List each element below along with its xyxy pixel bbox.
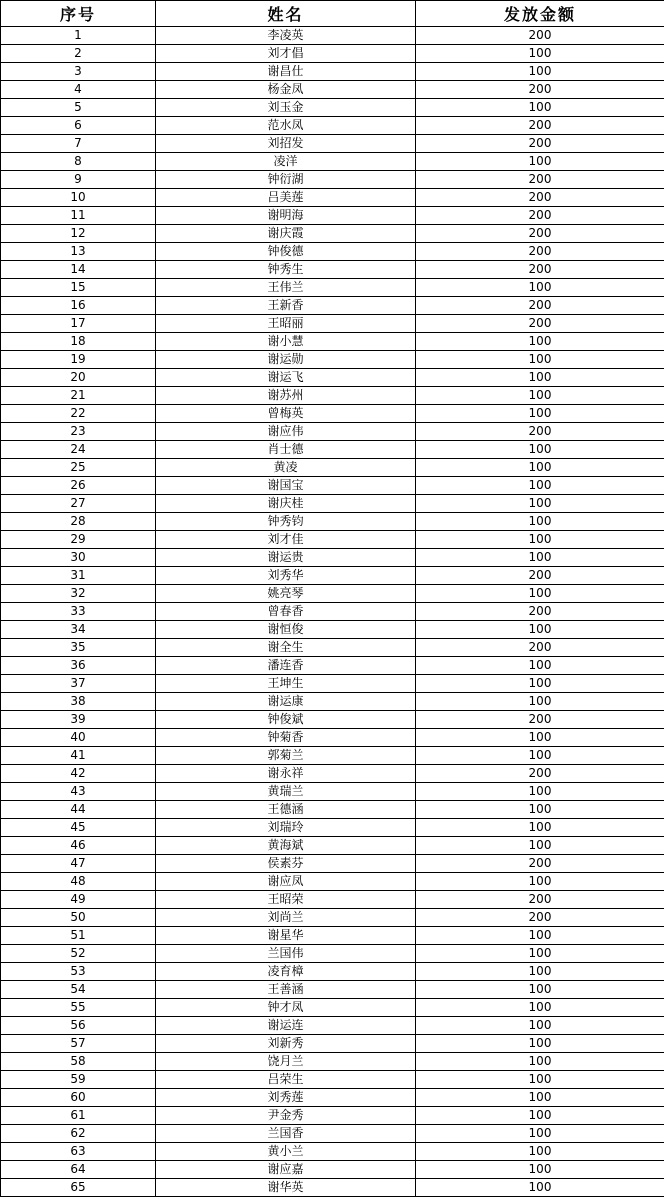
table-row — [1, 855, 664, 873]
row-amount: 200 — [416, 297, 664, 315]
row-amount: 100 — [416, 819, 664, 837]
row-index: 6 — [1, 117, 156, 135]
row-name: 谢明海 — [156, 207, 416, 225]
row-index: 59 — [1, 1071, 156, 1089]
row-amount: 100 — [416, 1107, 664, 1125]
row-name: 谢运贵 — [156, 549, 416, 567]
row-index: 48 — [1, 873, 156, 891]
row-index: 50 — [1, 909, 156, 927]
row-name: 谢应凤 — [156, 873, 416, 891]
row-amount: 100 — [416, 783, 664, 801]
table-row — [1, 315, 664, 333]
table-row — [1, 1017, 664, 1035]
row-name: 曾春香 — [156, 603, 416, 621]
row-name: 肖士德 — [156, 441, 416, 459]
row-index: 24 — [1, 441, 156, 459]
row-amount: 100 — [416, 279, 664, 297]
row-amount: 200 — [416, 765, 664, 783]
row-name: 黄瑞兰 — [156, 783, 416, 801]
table-row — [1, 765, 664, 783]
row-name: 王昭丽 — [156, 315, 416, 333]
row-index: 30 — [1, 549, 156, 567]
header-name: 姓名 — [156, 1, 416, 27]
row-index: 14 — [1, 261, 156, 279]
row-index: 7 — [1, 135, 156, 153]
row-index: 27 — [1, 495, 156, 513]
row-amount: 100 — [416, 549, 664, 567]
table-row — [1, 819, 664, 837]
row-name: 刘尚兰 — [156, 909, 416, 927]
row-amount: 100 — [416, 873, 664, 891]
row-name: 曾梅英 — [156, 405, 416, 423]
row-amount: 100 — [416, 495, 664, 513]
table-row — [1, 171, 664, 189]
table-row — [1, 1125, 664, 1143]
row-amount: 100 — [416, 63, 664, 81]
row-amount: 100 — [416, 621, 664, 639]
table-row — [1, 1179, 664, 1197]
row-index: 9 — [1, 171, 156, 189]
row-index: 31 — [1, 567, 156, 585]
row-amount: 100 — [416, 999, 664, 1017]
table-row — [1, 963, 664, 981]
row-amount: 100 — [416, 387, 664, 405]
row-name: 刘瑞玲 — [156, 819, 416, 837]
row-amount: 100 — [416, 45, 664, 63]
row-index: 56 — [1, 1017, 156, 1035]
table-row — [1, 459, 664, 477]
row-name: 谢运连 — [156, 1017, 416, 1035]
row-name: 谢运康 — [156, 693, 416, 711]
row-amount: 200 — [416, 207, 664, 225]
table-row — [1, 1107, 664, 1125]
header-index: 序号 — [1, 1, 156, 27]
row-index: 41 — [1, 747, 156, 765]
row-index: 2 — [1, 45, 156, 63]
row-amount: 100 — [416, 657, 664, 675]
table-row — [1, 297, 664, 315]
row-index: 28 — [1, 513, 156, 531]
row-amount: 200 — [416, 711, 664, 729]
row-name: 饶月兰 — [156, 1053, 416, 1071]
row-index: 13 — [1, 243, 156, 261]
row-name: 王伟兰 — [156, 279, 416, 297]
row-index: 65 — [1, 1179, 156, 1197]
table-row — [1, 531, 664, 549]
row-name: 黄凌 — [156, 459, 416, 477]
table-row — [1, 549, 664, 567]
row-index: 45 — [1, 819, 156, 837]
table-row — [1, 27, 664, 45]
row-index: 38 — [1, 693, 156, 711]
table-row — [1, 279, 664, 297]
row-name: 谢应嘉 — [156, 1161, 416, 1179]
row-name: 王坤生 — [156, 675, 416, 693]
row-name: 谢国宝 — [156, 477, 416, 495]
row-name: 钟秀钧 — [156, 513, 416, 531]
row-amount: 200 — [416, 225, 664, 243]
table-row — [1, 999, 664, 1017]
row-index: 61 — [1, 1107, 156, 1125]
row-amount: 100 — [416, 513, 664, 531]
row-amount: 100 — [416, 459, 664, 477]
row-name: 谢华英 — [156, 1179, 416, 1197]
row-index: 35 — [1, 639, 156, 657]
table-row — [1, 45, 664, 63]
row-amount: 200 — [416, 909, 664, 927]
row-amount: 100 — [416, 441, 664, 459]
row-amount: 100 — [416, 963, 664, 981]
row-index: 40 — [1, 729, 156, 747]
row-name: 王善涵 — [156, 981, 416, 999]
row-index: 44 — [1, 801, 156, 819]
row-name: 谢运勋 — [156, 351, 416, 369]
row-amount: 200 — [416, 855, 664, 873]
row-name: 谢苏州 — [156, 387, 416, 405]
table-row — [1, 477, 664, 495]
table-row — [1, 441, 664, 459]
row-amount: 200 — [416, 639, 664, 657]
row-amount: 100 — [416, 981, 664, 999]
table-row — [1, 711, 664, 729]
row-name: 王德涵 — [156, 801, 416, 819]
row-amount: 200 — [416, 81, 664, 99]
row-amount: 100 — [416, 1017, 664, 1035]
row-index: 64 — [1, 1161, 156, 1179]
table-row — [1, 243, 664, 261]
row-index: 39 — [1, 711, 156, 729]
row-name: 李凌英 — [156, 27, 416, 45]
row-name: 钟俊斌 — [156, 711, 416, 729]
table-row — [1, 1053, 664, 1071]
row-amount: 100 — [416, 369, 664, 387]
row-index: 32 — [1, 585, 156, 603]
table-row — [1, 891, 664, 909]
table-row — [1, 945, 664, 963]
row-amount: 100 — [416, 1035, 664, 1053]
row-amount: 100 — [416, 351, 664, 369]
row-amount: 200 — [416, 135, 664, 153]
row-amount: 100 — [416, 1143, 664, 1161]
row-index: 12 — [1, 225, 156, 243]
table-row — [1, 621, 664, 639]
row-name: 刘才佳 — [156, 531, 416, 549]
table-row — [1, 63, 664, 81]
row-name: 刘新秀 — [156, 1035, 416, 1053]
row-name: 凌育樟 — [156, 963, 416, 981]
row-amount: 200 — [416, 261, 664, 279]
row-name: 兰国伟 — [156, 945, 416, 963]
table-row — [1, 1143, 664, 1161]
table-row — [1, 675, 664, 693]
table-row — [1, 135, 664, 153]
row-index: 42 — [1, 765, 156, 783]
row-name: 吕美莲 — [156, 189, 416, 207]
row-index: 63 — [1, 1143, 156, 1161]
row-amount: 100 — [416, 693, 664, 711]
table-row — [1, 405, 664, 423]
row-amount: 100 — [416, 1161, 664, 1179]
row-index: 21 — [1, 387, 156, 405]
row-amount: 100 — [416, 729, 664, 747]
row-amount: 100 — [416, 99, 664, 117]
row-index: 26 — [1, 477, 156, 495]
row-name: 谢应伟 — [156, 423, 416, 441]
row-amount: 200 — [416, 243, 664, 261]
row-name: 刘玉金 — [156, 99, 416, 117]
row-index: 55 — [1, 999, 156, 1017]
row-index: 5 — [1, 99, 156, 117]
table-row — [1, 909, 664, 927]
row-name: 凌洋 — [156, 153, 416, 171]
row-amount: 100 — [416, 675, 664, 693]
row-amount: 100 — [416, 153, 664, 171]
table-row — [1, 225, 664, 243]
header-row — [1, 1, 664, 27]
table-row — [1, 657, 664, 675]
row-index: 23 — [1, 423, 156, 441]
table-row — [1, 117, 664, 135]
row-index: 62 — [1, 1125, 156, 1143]
row-name: 杨金凤 — [156, 81, 416, 99]
row-name: 范水凤 — [156, 117, 416, 135]
row-amount: 100 — [416, 585, 664, 603]
row-amount: 200 — [416, 27, 664, 45]
table-row — [1, 495, 664, 513]
table-body — [1, 27, 664, 1197]
row-index: 1 — [1, 27, 156, 45]
row-index: 16 — [1, 297, 156, 315]
table-row — [1, 639, 664, 657]
row-name: 兰国香 — [156, 1125, 416, 1143]
row-name: 谢昌仕 — [156, 63, 416, 81]
row-index: 25 — [1, 459, 156, 477]
row-name: 郭菊兰 — [156, 747, 416, 765]
row-name: 谢庆桂 — [156, 495, 416, 513]
row-amount: 100 — [416, 1125, 664, 1143]
row-name: 谢全生 — [156, 639, 416, 657]
row-index: 47 — [1, 855, 156, 873]
table-row — [1, 981, 664, 999]
row-name: 侯素芬 — [156, 855, 416, 873]
table-row — [1, 603, 664, 621]
row-name: 刘招发 — [156, 135, 416, 153]
row-name: 潘连香 — [156, 657, 416, 675]
row-amount: 100 — [416, 1179, 664, 1197]
row-index: 10 — [1, 189, 156, 207]
row-index: 19 — [1, 351, 156, 369]
row-index: 18 — [1, 333, 156, 351]
table-row — [1, 99, 664, 117]
row-amount: 100 — [416, 837, 664, 855]
row-index: 17 — [1, 315, 156, 333]
table-row — [1, 333, 664, 351]
row-name: 谢永祥 — [156, 765, 416, 783]
row-index: 54 — [1, 981, 156, 999]
row-index: 60 — [1, 1089, 156, 1107]
row-amount: 100 — [416, 1071, 664, 1089]
row-name: 刘才倡 — [156, 45, 416, 63]
row-index: 8 — [1, 153, 156, 171]
table-row — [1, 1071, 664, 1089]
row-index: 51 — [1, 927, 156, 945]
row-index: 36 — [1, 657, 156, 675]
table-row — [1, 567, 664, 585]
row-amount: 100 — [416, 945, 664, 963]
row-amount: 200 — [416, 423, 664, 441]
row-amount: 200 — [416, 567, 664, 585]
row-index: 37 — [1, 675, 156, 693]
row-amount: 100 — [416, 531, 664, 549]
table-row — [1, 387, 664, 405]
table-row — [1, 585, 664, 603]
table-row — [1, 81, 664, 99]
header-amount: 发放金额 — [416, 1, 664, 27]
table-row — [1, 747, 664, 765]
row-amount: 100 — [416, 333, 664, 351]
table-row — [1, 837, 664, 855]
row-amount: 200 — [416, 603, 664, 621]
row-amount: 200 — [416, 189, 664, 207]
table-row — [1, 261, 664, 279]
row-index: 15 — [1, 279, 156, 297]
row-name: 尹金秀 — [156, 1107, 416, 1125]
table-row — [1, 1089, 664, 1107]
table-row — [1, 207, 664, 225]
row-name: 黄小兰 — [156, 1143, 416, 1161]
row-name: 谢运飞 — [156, 369, 416, 387]
row-amount: 100 — [416, 405, 664, 423]
row-name: 谢恒俊 — [156, 621, 416, 639]
row-index: 20 — [1, 369, 156, 387]
row-name: 钟菊香 — [156, 729, 416, 747]
row-name: 钟秀生 — [156, 261, 416, 279]
row-amount: 200 — [416, 891, 664, 909]
table-row — [1, 369, 664, 387]
row-index: 34 — [1, 621, 156, 639]
row-name: 姚亮琴 — [156, 585, 416, 603]
table-row — [1, 693, 664, 711]
row-name: 钟衍湖 — [156, 171, 416, 189]
row-index: 33 — [1, 603, 156, 621]
table-row — [1, 423, 664, 441]
table-row — [1, 801, 664, 819]
row-name: 黄海斌 — [156, 837, 416, 855]
row-name: 王新香 — [156, 297, 416, 315]
row-name: 钟俊德 — [156, 243, 416, 261]
table-row — [1, 153, 664, 171]
row-index: 29 — [1, 531, 156, 549]
row-amount: 100 — [416, 801, 664, 819]
row-amount: 200 — [416, 117, 664, 135]
row-name: 刘秀莲 — [156, 1089, 416, 1107]
row-name: 刘秀华 — [156, 567, 416, 585]
row-index: 4 — [1, 81, 156, 99]
row-index: 3 — [1, 63, 156, 81]
row-amount: 100 — [416, 927, 664, 945]
row-name: 谢小慧 — [156, 333, 416, 351]
row-amount: 100 — [416, 747, 664, 765]
table-row — [1, 873, 664, 891]
row-amount: 200 — [416, 315, 664, 333]
table-row — [1, 189, 664, 207]
row-index: 43 — [1, 783, 156, 801]
table-row — [1, 783, 664, 801]
row-name: 钟才凤 — [156, 999, 416, 1017]
table-row — [1, 729, 664, 747]
table-row — [1, 1161, 664, 1179]
row-name: 王昭荣 — [156, 891, 416, 909]
row-index: 11 — [1, 207, 156, 225]
row-name: 谢庆霞 — [156, 225, 416, 243]
row-amount: 100 — [416, 1053, 664, 1071]
row-amount: 200 — [416, 171, 664, 189]
row-index: 22 — [1, 405, 156, 423]
row-name: 吕荣生 — [156, 1071, 416, 1089]
row-index: 57 — [1, 1035, 156, 1053]
row-index: 52 — [1, 945, 156, 963]
row-amount: 100 — [416, 477, 664, 495]
row-index: 46 — [1, 837, 156, 855]
row-index: 53 — [1, 963, 156, 981]
table-row — [1, 513, 664, 531]
table-row — [1, 351, 664, 369]
table-row — [1, 1035, 664, 1053]
row-index: 58 — [1, 1053, 156, 1071]
table-row — [1, 927, 664, 945]
row-amount: 100 — [416, 1089, 664, 1107]
row-name: 谢星华 — [156, 927, 416, 945]
row-index: 49 — [1, 891, 156, 909]
